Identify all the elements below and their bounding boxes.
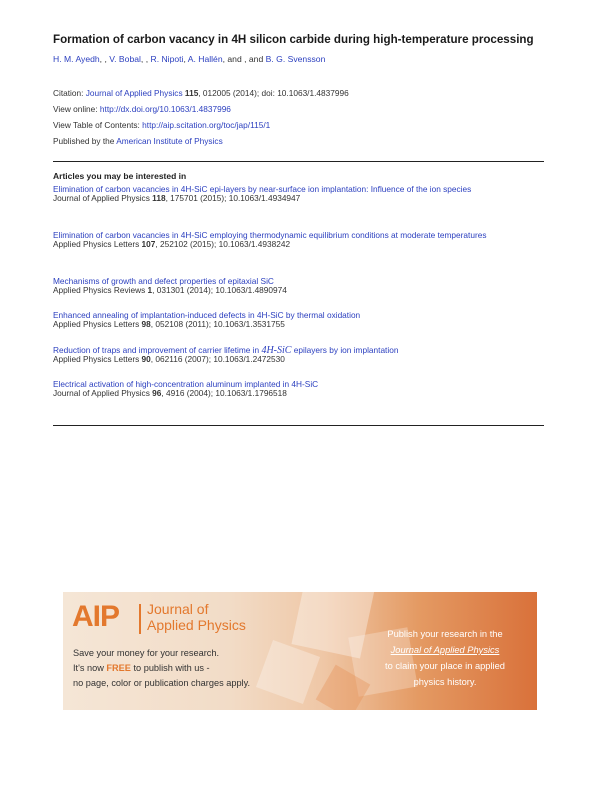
reference-details: , 052108 (2011); 10.1063/1.3531755 [150,319,285,330]
author-link[interactable]: B. G. Svensson [265,54,326,64]
citation-details: , 012005 (2014); doi: 10.1063/1.4837996 [198,88,349,98]
author-separator: , [140,54,146,64]
related-article-title-link[interactable]: Elimination of carbon vacancies in 4H-SiC epi-layers by near-surface ion implantation: Influence of the ion species [53,184,472,194]
related-article-reference [53,320,533,329]
author-link[interactable]: A. Hallén [187,54,223,64]
author-separator: , and , and [222,54,266,64]
published-by-line [53,136,223,146]
journal-name-line: Applied Physics [147,617,246,633]
reference-volume: 118 [152,193,166,204]
reference-details: , 4916 (2004); 10.1063/1.1796518 [161,388,287,399]
reference-journal: Applied Physics Reviews [53,285,148,296]
related-article [53,311,533,330]
citation-journal-link[interactable]: Journal of Applied Physics [85,88,183,98]
related-article [53,231,533,250]
author-separator: , [145,54,151,64]
journal-name-line: Journal of [147,601,209,617]
view-online-link[interactable]: http://dx.doi.org/10.1063/1.4837996 [99,104,231,114]
related-article-reference [53,389,533,398]
author-separator: , [183,54,188,64]
related-article [53,185,533,204]
author-link[interactable]: R. Nipoti [150,54,184,64]
view-toc-label: View Table of Contents: [53,120,143,130]
title-part: Reduction of traps and improvement of carrier lifetime in [53,345,262,355]
reference-journal: Applied Physics Letters [53,319,142,330]
related-article [53,346,533,365]
reference-volume: 96 [152,388,162,399]
related-article-title-link[interactable]: Electrical activation of high-concentration aluminum implanted in 4H-SiC [53,379,319,389]
related-article-reference [53,194,533,203]
related-article-reference [53,355,533,364]
cta-line: to claim your place in applied [385,661,505,671]
view-online-line [53,104,231,114]
offer-line [73,661,293,676]
reference-details: , 175701 (2015); 10.1063/1.4934947 [165,193,301,204]
author-separator: , [104,54,110,64]
reference-details: , 252102 (2015); 10.1063/1.4938242 [155,239,291,250]
publisher-link[interactable]: American Institute of Physics [116,136,223,146]
related-article-reference [53,240,533,249]
offer-free: FREE [106,663,131,673]
related-article [53,380,533,399]
published-by-label: Published by the [53,136,117,146]
offer-line: Save your money for your research. [73,648,220,658]
view-online-label: View online: [53,104,100,114]
divider-bottom [53,425,544,426]
document-title: Formation of carbon vacancy in 4H silicon carbide during high-temperature processing [53,33,534,46]
reference-journal: Journal of Applied Physics [53,388,153,399]
cta-journal-link[interactable]: Journal of Applied Physics [390,645,500,655]
journal-advertisement-banner[interactable] [63,592,537,710]
citation-volume: 115 [184,88,199,98]
citation-line [53,88,349,98]
related-article-title-link[interactable]: Elimination of carbon vacancies in 4H-SiC employing thermodynamic equilibrium conditions at moderate temperatures [53,230,487,240]
reference-journal: Journal of Applied Physics [53,193,153,204]
related-article-title-link[interactable]: Enhanced annealing of implantation-induced defects in 4H-SiC by thermal oxidation [53,310,361,320]
offer-text: It's now [73,663,107,673]
title-part: epilayers by ion implantation [291,345,399,355]
reference-volume: 1 [147,285,153,296]
offer-line: no page, color or publication charges apply. [73,678,251,688]
reference-volume: 90 [141,354,151,365]
author-link[interactable]: H. M. Ayedh [53,54,100,64]
divider-top [53,161,544,162]
offer-text: to publish with us - [130,663,210,673]
reference-details: , 062116 (2007); 10.1063/1.2472530 [150,354,285,365]
author-link[interactable]: V. Bobal [109,54,141,64]
cta-line: physics history. [413,677,477,687]
banner-journal-name [147,601,246,633]
related-article [53,277,533,296]
title-formula: 4H-SiC [261,345,292,356]
author-separator: , [99,54,105,64]
logo-divider [139,604,141,634]
reference-journal: Applied Physics Letters [53,239,142,250]
related-article-title-link[interactable]: Mechanisms of growth and defect properties of epitaxial SiC [53,276,274,286]
view-toc-line [53,120,270,130]
author-list [53,54,325,64]
aip-logo: AIP [72,600,120,633]
banner-offer-text [73,646,293,691]
related-article-reference [53,286,533,295]
banner-call-to-action [365,626,525,690]
reference-volume: 107 [141,239,156,250]
reference-details: , 031301 (2014); 10.1063/1.4890974 [152,285,287,296]
view-toc-link[interactable]: http://aip.scitation.org/toc/jap/115/1 [142,120,271,130]
citation-label: Citation: [53,88,86,98]
cta-line: Publish your research in the [387,629,503,639]
related-articles-heading: Articles you may be interested in [53,171,187,181]
reference-volume: 98 [141,319,151,330]
reference-journal: Applied Physics Letters [53,354,142,365]
